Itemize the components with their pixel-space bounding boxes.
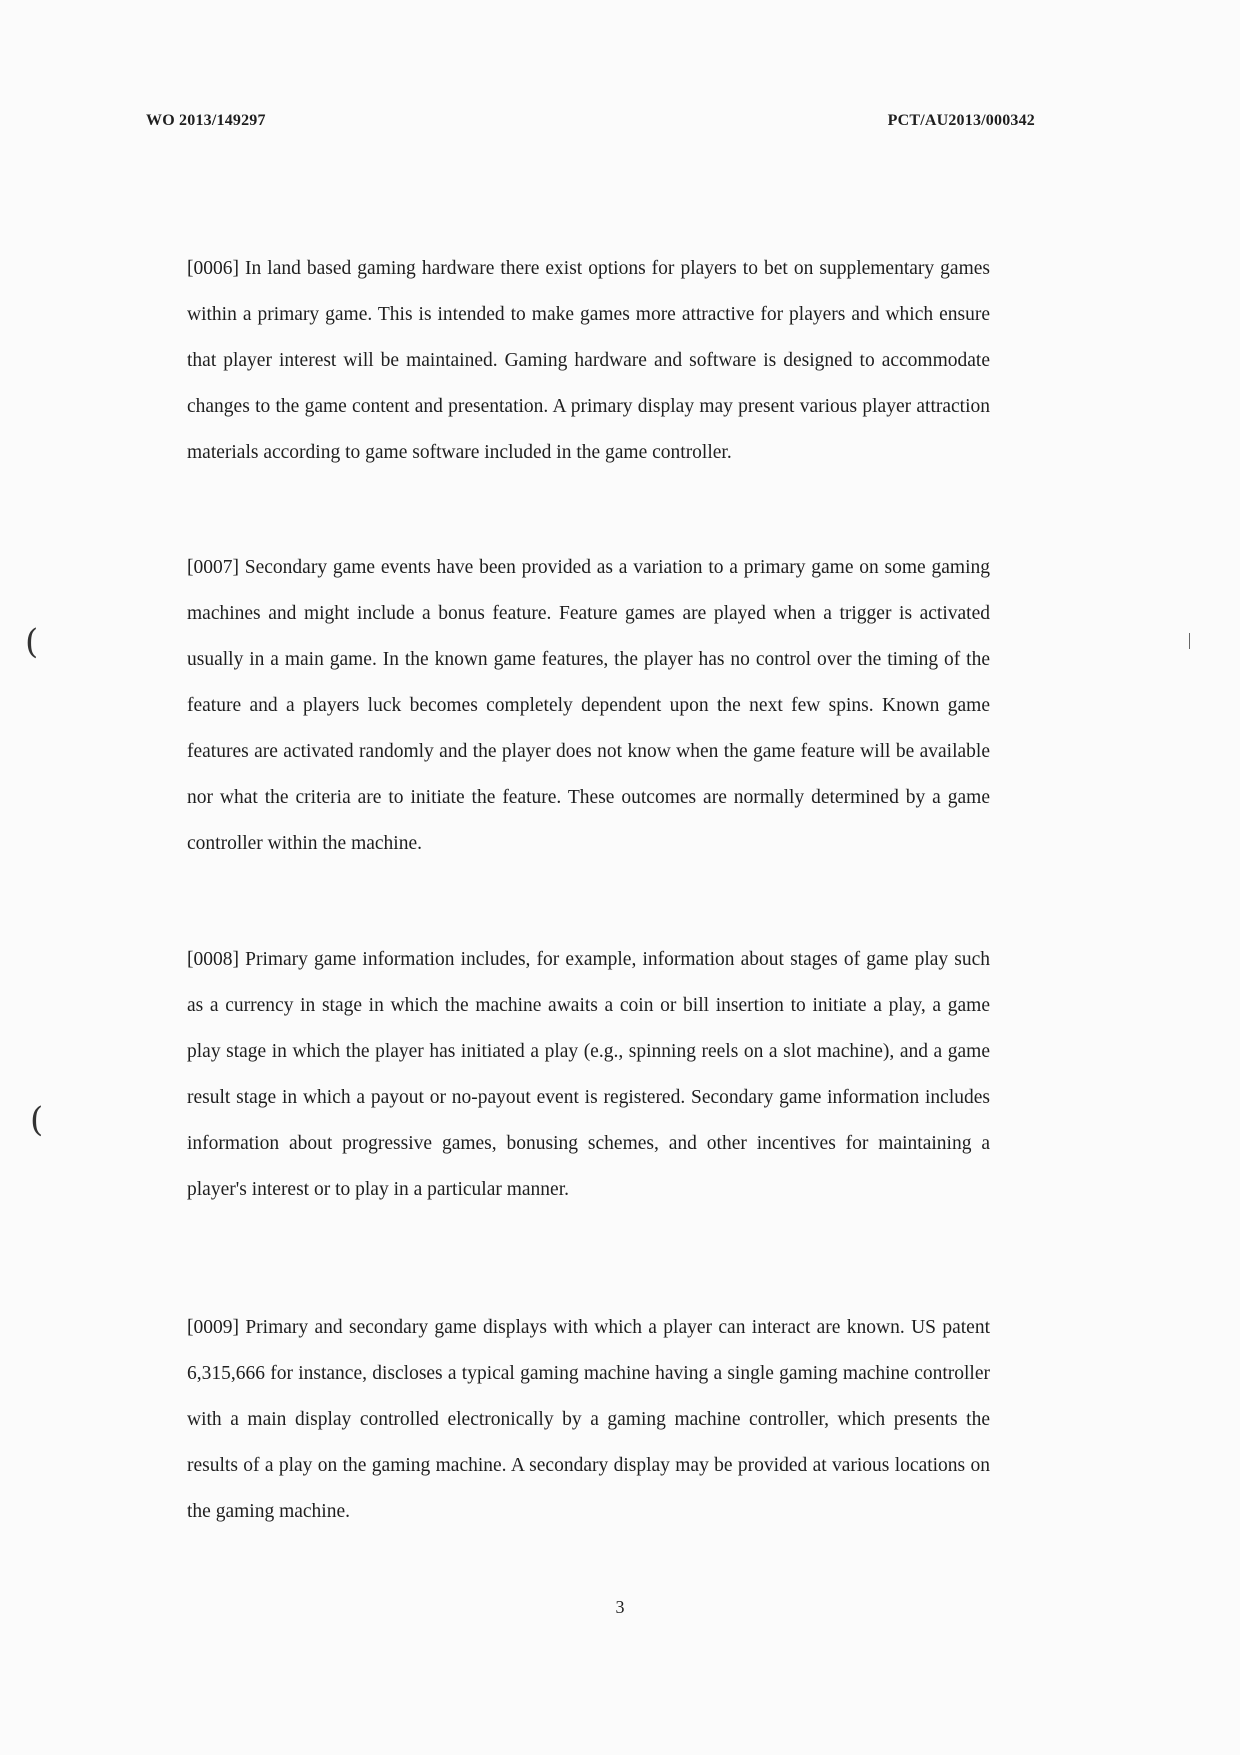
paragraph-0007: [0007] Secondary game events have been provided as a variation to a primary game on some gaming machines and might include a bonus feature. Feature games are played when a trigger is activated usually in a main game. In the known game features, the player has no control over the timing of the feature and a players luck becomes completely dependent upon the next few spins. Known game features are activated randomly and the player does not know when the game feature will be available nor what the criteria are to initiate the feature. These outcomes are normally determined by a game controller within the machine.	[187, 557, 990, 854]
paragraph-0006: [0006] In land based gaming hardware there exist options for players to bet on supplementary games within a primary game. This is intended to make games more attractive for players and which ensure that player interest will be maintained. Gaming hardware and software is designed to accommodate changes to the game content and presentation. A primary display may present various player attraction materials according to game software included in the game controller.	[187, 258, 990, 463]
publication-number: WO 2013/149297	[146, 112, 266, 129]
paragraph-0009: [0009] Primary and secondary game displays with which a player can interact are known. US patent 6,315,666 for instance, discloses a typical gaming machine having a single gaming machine controller with a main display controlled electronically by a gaming machine controller, which presents the results of a play on the gaming machine. A secondary display may be provided at various locations on the gaming machine.	[187, 1317, 990, 1522]
page-number: 3	[615, 1597, 625, 1617]
margin-mark: (	[30, 1100, 44, 1140]
margin-mark: (	[25, 622, 39, 662]
application-number: PCT/AU2013/000342	[887, 112, 1035, 129]
scan-artifact-mark	[1189, 633, 1190, 649]
paragraph-0008: [0008] Primary game information includes, for example, information about stages of game play such as a currency in stage in which the machine awaits a coin or bill insertion to initiate a play, a game play stage in which the player has initiated a play (e.g., spinning reels on a slot machine), and a game result stage in which a payout or no-payout event is registered. Secondary game information includes information about progressive games, bonusing schemes, and other incentives for maintaining a player's interest or to play in a particular manner.	[187, 949, 990, 1200]
